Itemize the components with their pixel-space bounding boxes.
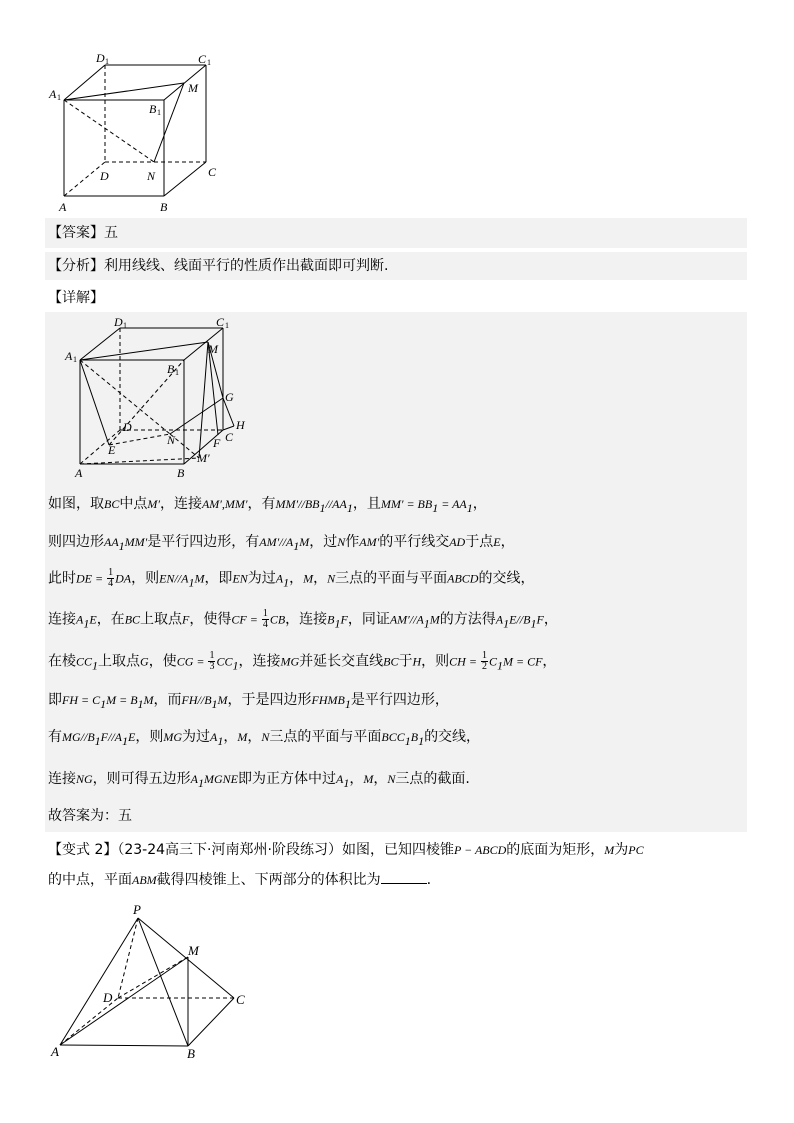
- label-a: A: [51, 1044, 59, 1059]
- solution-line-5: 在棱$CC_1$上取点G，使CG = $\frac{1}{3}$ $CC_1$，连接MG并延长交直线BC于H，则CH = $\frac{1}{2}$ $C_1M$ = CF，: [48, 650, 557, 673]
- solution-line-3: 此时DE = $\frac{1}{4}$ DA，则$EN//A_1M$，即EN为过$A_1$，M，N三点的平面与平面ABCD的交线，: [48, 567, 535, 590]
- label-b: B: [187, 1046, 195, 1061]
- label-g: G: [225, 390, 234, 404]
- analysis-label: 分析: [62, 258, 90, 274]
- cube-section-figure: [62, 314, 262, 484]
- label-h: H: [236, 418, 245, 432]
- answer-value: 五: [104, 225, 118, 241]
- label-d1: D: [96, 51, 105, 65]
- solution-line-6: 即FH = $C_1M = B_1M$，而$FH//B_1M$，于是四边形$FHMB_1$是平行四边形，: [48, 692, 449, 711]
- variant-source: （23-24高三下·河南郑州·阶段练习）: [117, 842, 342, 858]
- label-m-prime: M′: [197, 451, 210, 465]
- label-d1: D: [114, 315, 123, 329]
- svg-text:1: 1: [225, 321, 229, 330]
- label-c: C: [236, 992, 245, 1007]
- answer-blank[interactable]: [381, 871, 427, 884]
- label-a: A: [75, 466, 83, 480]
- solution-line-1: 如图，取BC中点M′，连接AM′,MM′，有$MM'//BB_1//AA_1$，且$MM' = BB_1 = AA_1$，: [48, 496, 487, 515]
- label-b1: B: [149, 102, 157, 116]
- label-c1: C: [216, 315, 225, 329]
- variant-label: 变式 2: [62, 842, 104, 858]
- label-m: M: [208, 342, 218, 356]
- detail-heading: 【详解】: [48, 290, 104, 306]
- label-c1: C: [198, 52, 207, 66]
- label-n: N: [167, 433, 176, 447]
- svg-text:1: 1: [123, 321, 127, 330]
- label-b: B: [177, 466, 185, 480]
- answer-band: [45, 218, 747, 248]
- solution-line-7: 有$MG//B_1F//A_1E$，则MG为过$A_1$，M，N三点的平面与平面$BCC_1B_1$的交线，: [48, 729, 481, 748]
- svg-text:1: 1: [105, 57, 109, 66]
- svg-text:1: 1: [73, 355, 77, 364]
- solution-line-4: 连接$A_1E$，在BC上取点F，使得CF = $\frac{1}{4}$ CB，连接$B_1F$，同证$AM'//A_1M$的方法得$A_1E//B_1F$，: [48, 608, 558, 631]
- svg-text:1: 1: [175, 368, 179, 377]
- label-a1: A: [65, 349, 73, 363]
- label-a1: A: [49, 87, 57, 101]
- analysis-text: 利用线线、线面平行的性质作出截面即可判断.: [104, 258, 389, 274]
- analysis-line: 【分析】利用线线、线面平行的性质作出截面即可判断.: [48, 258, 389, 274]
- label-n: N: [147, 169, 156, 183]
- solution-line-8: 连接NG，则可得五边形$A_1MGNE$即为正方体中过$A_1$，M，N三点的截面.: [48, 771, 470, 790]
- label-b1: B: [167, 362, 175, 376]
- label-p: P: [133, 902, 141, 917]
- variant-line-1: 【变式 2】（23-24高三下·河南郑州·阶段练习）如图，已知四棱锥P − ABCD的底面为矩形，M为PC: [48, 842, 644, 858]
- pyramid-figure: [48, 900, 258, 1065]
- label-e: E: [108, 443, 116, 457]
- label-m: M: [188, 943, 199, 958]
- answer-label: 答案: [62, 225, 90, 241]
- solution-line-2: 则四边形$AA_1MM'$是平行四边形，有$AM'//A_1M$，过N作AM′的平行线交AD于点E，: [48, 534, 515, 553]
- final-answer-line: 故答案为：五: [48, 808, 132, 824]
- svg-text:1: 1: [207, 58, 211, 67]
- label-a: A: [59, 200, 67, 214]
- svg-text:1: 1: [57, 93, 61, 102]
- label-m: M: [188, 81, 198, 95]
- label-d: D: [103, 990, 113, 1005]
- cube-figure: [48, 50, 228, 218]
- label-c: C: [208, 165, 217, 179]
- variant-line-2: 的中点，平面ABM截得四棱锥上、下两部分的体积比为 .: [48, 872, 432, 888]
- label-c: C: [225, 430, 234, 444]
- answer-line: 【答案】五: [48, 225, 118, 241]
- label-d: D: [123, 420, 132, 434]
- label-d: D: [100, 169, 109, 183]
- label-f: F: [213, 436, 221, 450]
- label-b: B: [160, 200, 168, 214]
- svg-text:1: 1: [157, 108, 161, 117]
